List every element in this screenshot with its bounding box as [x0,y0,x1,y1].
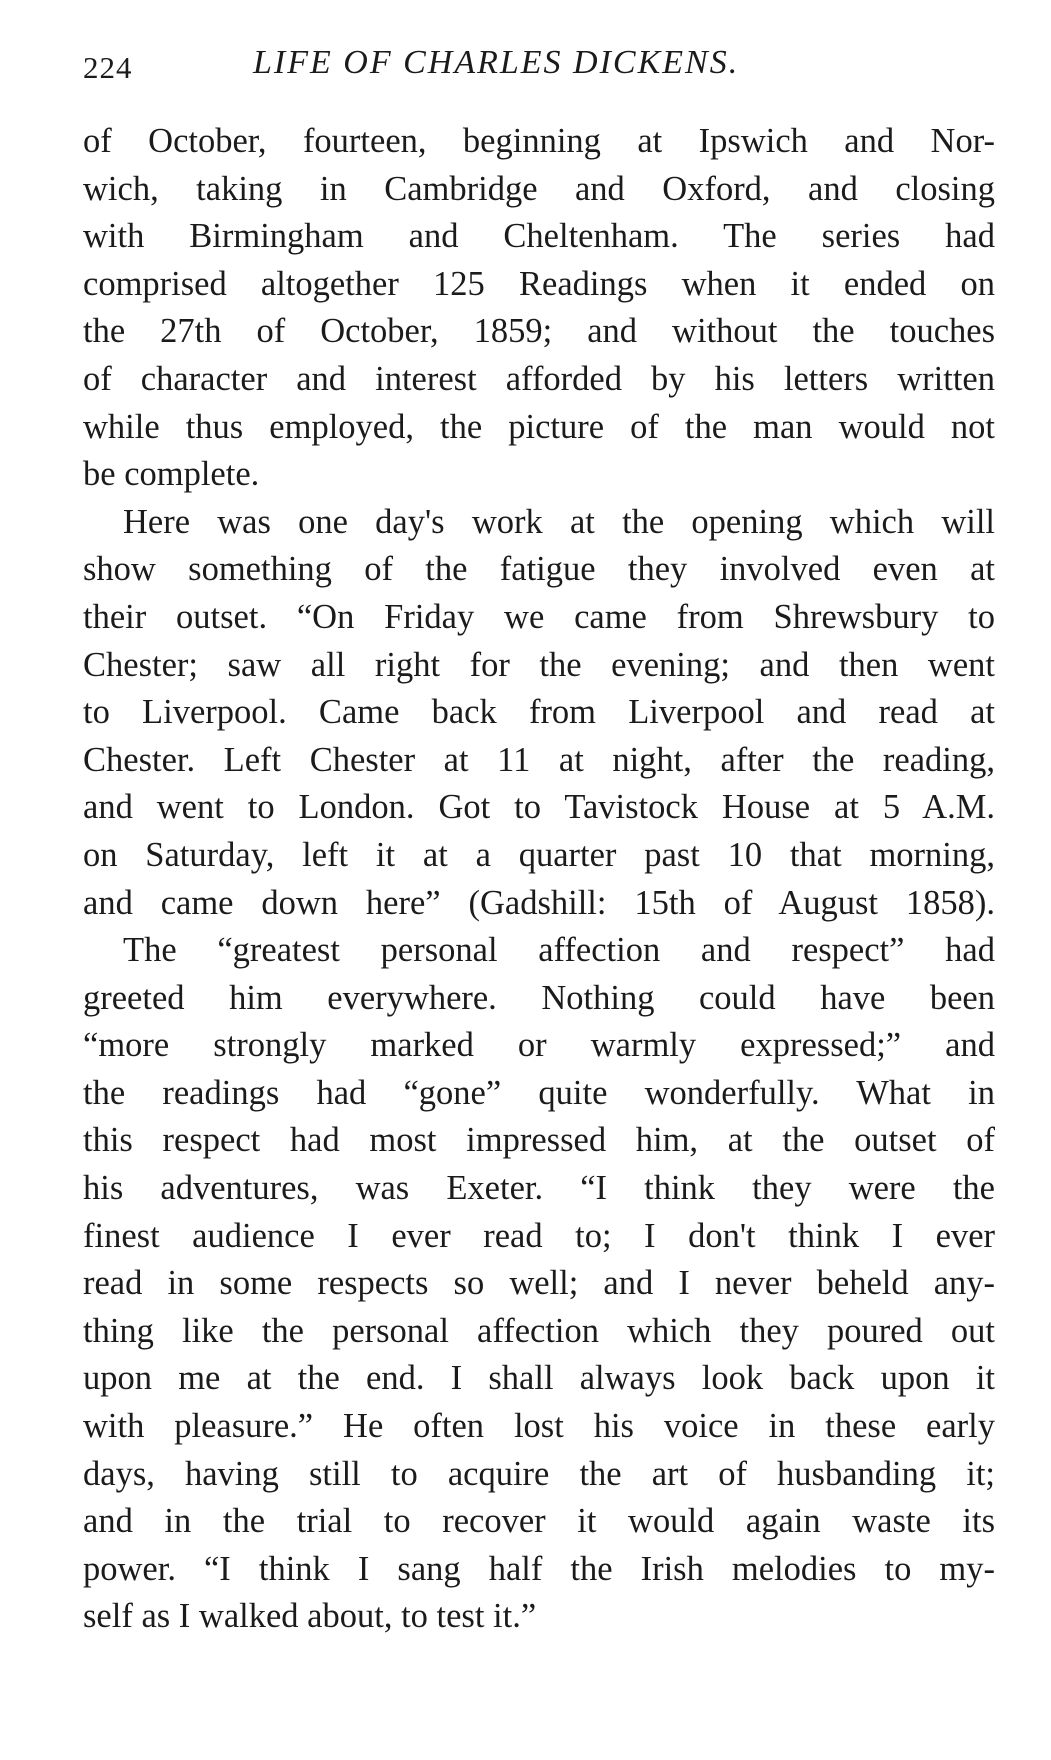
text-line: with Birmingham and Cheltenham. The series had [83,217,995,256]
text-line: finest audience I ever read to; I don't think I ever [83,1216,995,1255]
text-line: and went to London. Got to Tavistock House at 5 A.M. [83,788,995,827]
text-line: and in the trial to recover it would again waste its [83,1502,995,1541]
paragraph-2 [83,499,995,927]
text-line: days, having still to acquire the art of husbanding it; [83,1454,995,1493]
paragraph-3 [83,927,995,1641]
text-line: self as I walked about, to test it.” [83,1597,537,1636]
text-line: power. “I think I sang half the Irish melodies to my- [83,1549,995,1588]
paragraph-1 [83,118,995,499]
body-text [83,118,995,1641]
text-line: to Liverpool. Came back from Liverpool and read at [83,693,995,732]
text-line: Here was one day's work at the opening which will [123,502,995,541]
text-line: the 27th of October, 1859; and without the touches [83,312,995,351]
text-line: on Saturday, left it at a quarter past 10 that morning, [83,835,995,874]
text-line: his adventures, was Exeter. “I think they were the [83,1169,995,1208]
text-line: “more strongly marked or warmly expressed;” and [83,1026,995,1065]
text-line: the readings had “gone” quite wonderfully. What in [83,1073,995,1112]
text-line: Chester; saw all right for the evening; and then went [83,645,995,684]
page-number: 224 [83,50,133,85]
text-line: greeted him everywhere. Nothing could have been [83,978,995,1017]
text-line: thing like the personal affection which they poured out [83,1311,995,1350]
text-line: The “greatest personal affection and respect” had [123,931,995,970]
text-line: show something of the fatigue they involved even at [83,550,995,589]
text-line: read in some respects so well; and I never beheld any- [83,1264,995,1303]
text-line: of October, fourteen, beginning at Ipswich and Nor- [83,122,995,160]
text-line: and came down here” (Gadshill: 15th of August 1858). [83,883,995,922]
text-line: wich, taking in Cambridge and Oxford, and closing [83,169,995,208]
text-line: this respect had most impressed him, at the outset of [83,1121,995,1160]
text-line: be complete. [83,455,260,494]
text-line: upon me at the end. I shall always look back upon it [83,1359,995,1398]
text-line: Chester. Left Chester at 11 at night, after the reading, [83,740,995,779]
text-line: of character and interest afforded by his letters written [83,359,995,398]
text-line: their outset. “On Friday we came from Shrewsbury to [83,597,995,636]
text-line: while thus employed, the picture of the man would not [83,407,995,446]
text-line: with pleasure.” He often lost his voice in these early [83,1407,995,1446]
text-line: comprised altogether 125 Readings when it ended on [83,264,995,303]
page-header [83,44,911,94]
running-head: LIFE OF CHARLES DICKENS. [253,44,740,81]
